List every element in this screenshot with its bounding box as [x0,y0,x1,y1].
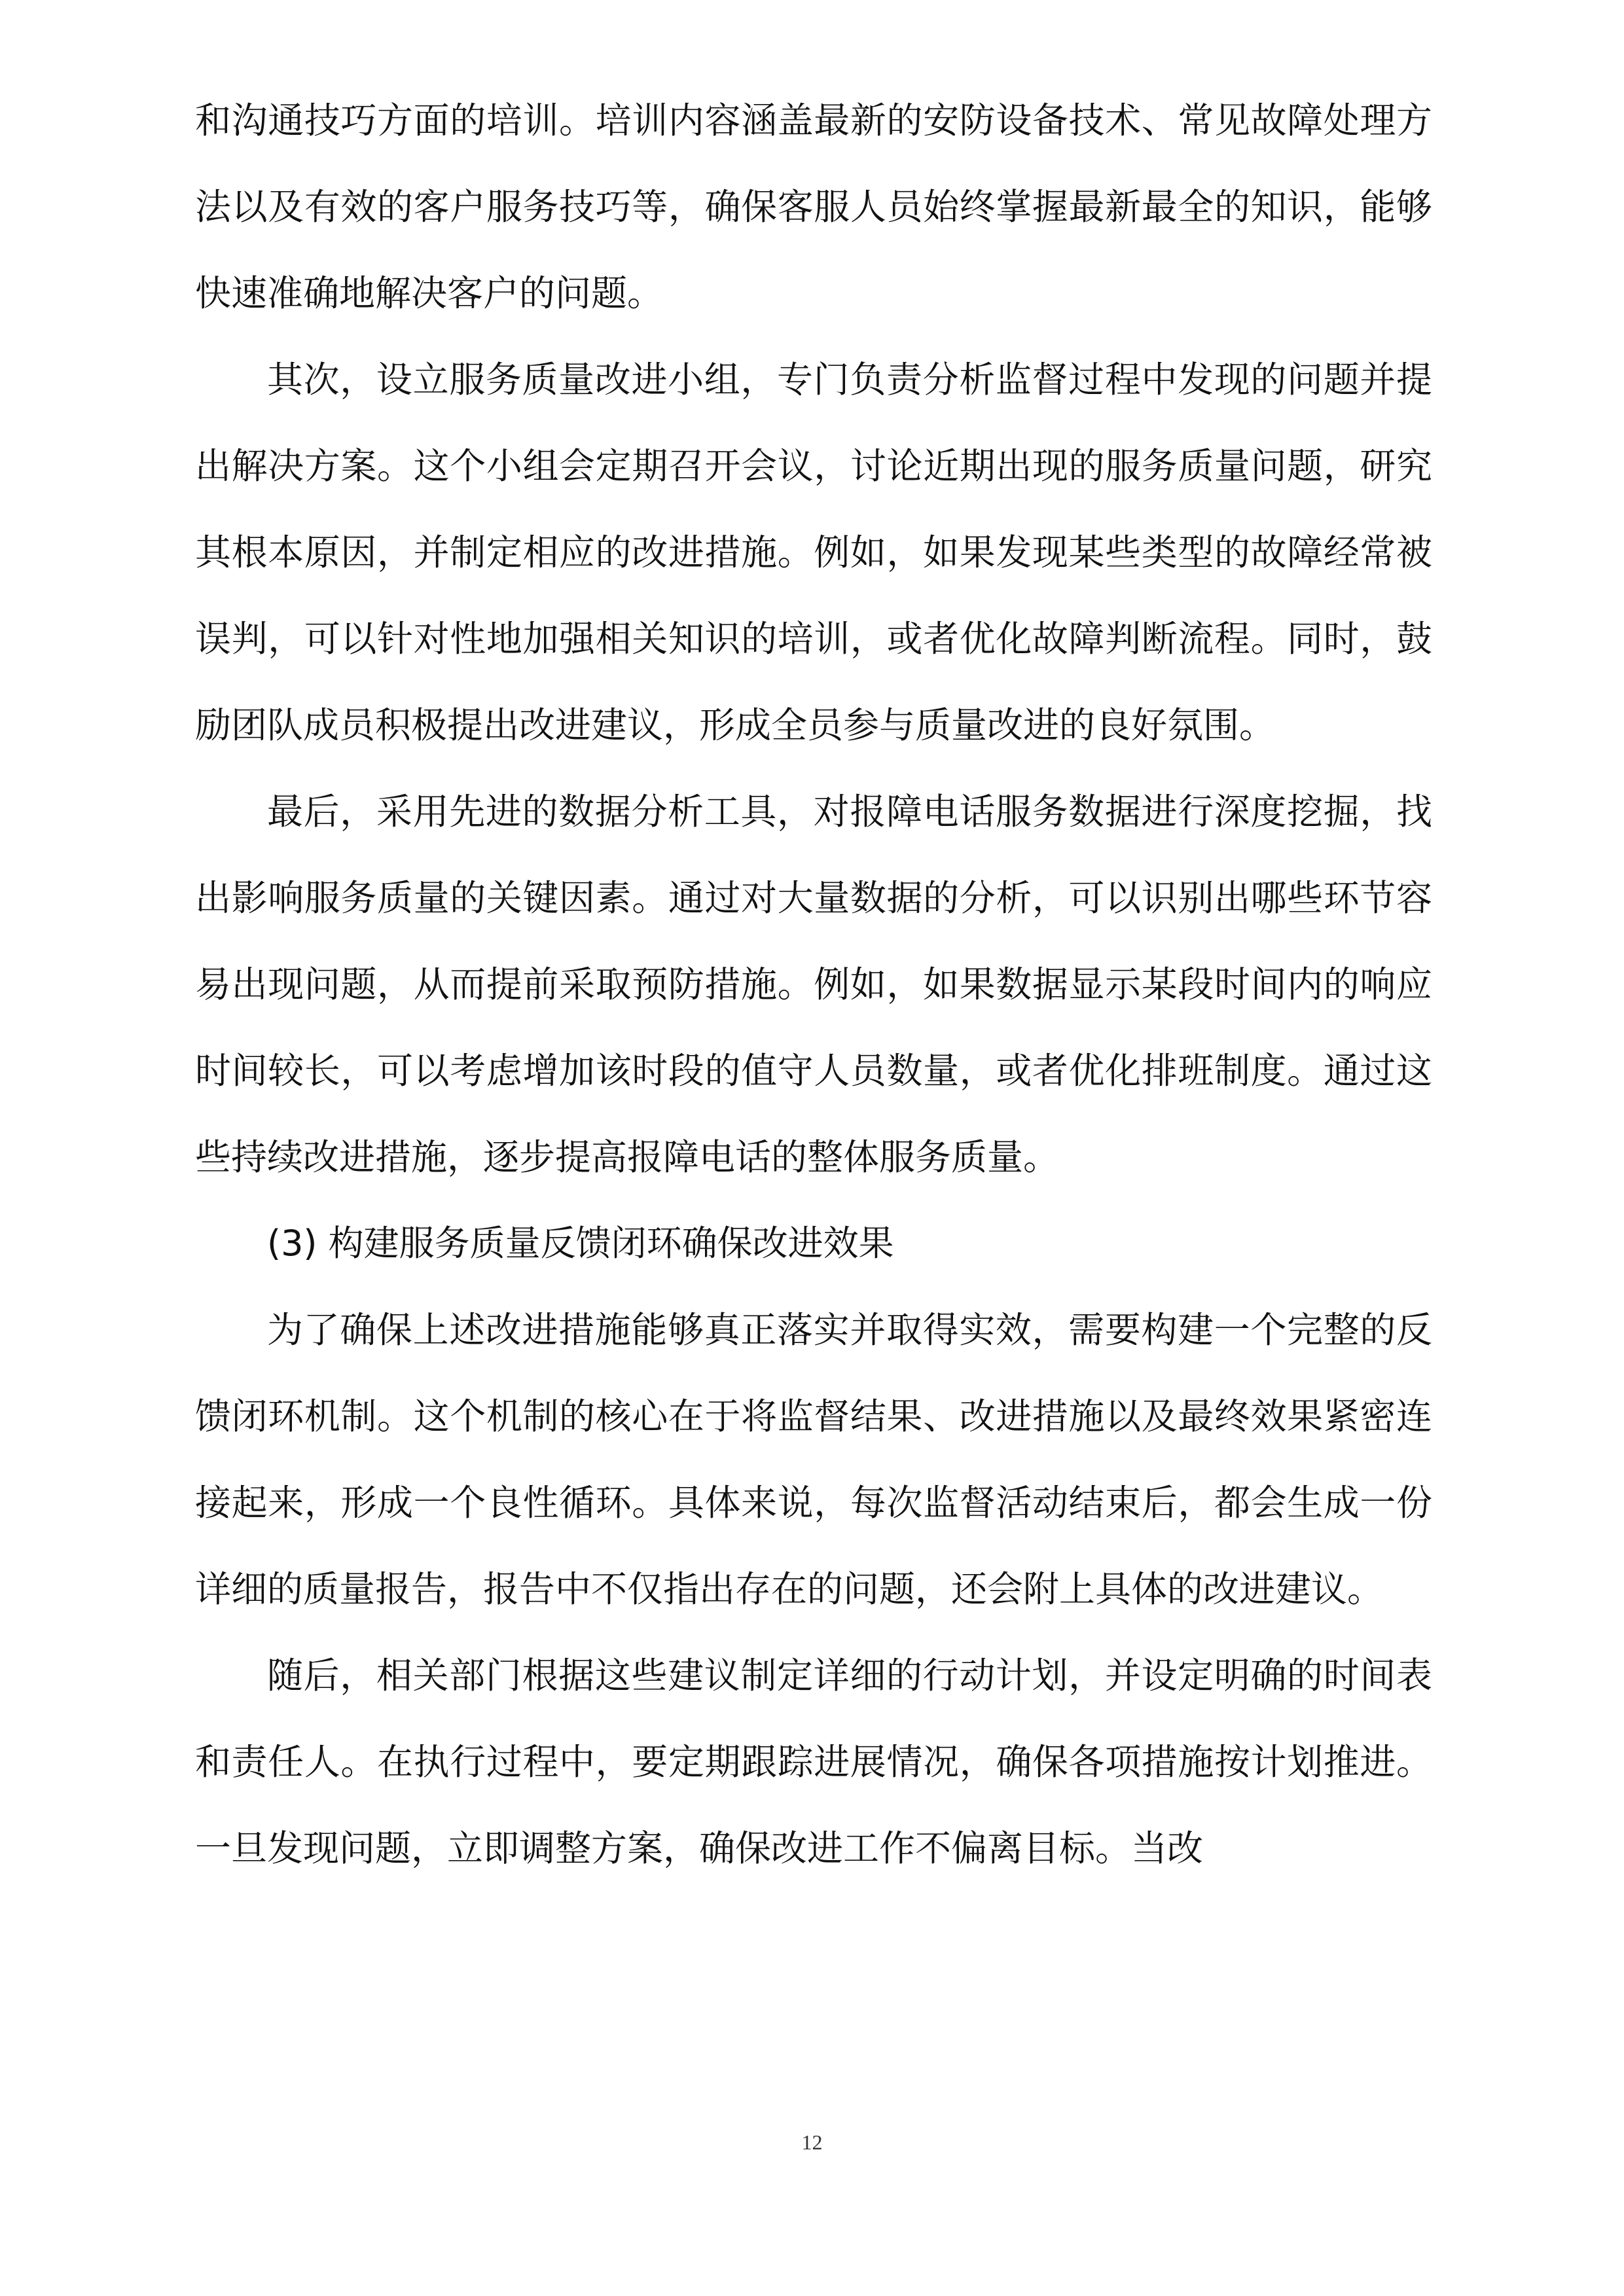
page-number: 12 [801,2130,823,2154]
paragraph-data-analysis: 最后，采用先进的数据分析工具，对报障电话服务数据进行深度挖掘，找出影响服务质量的关键因素。通过对大量数据的分析，可以识别出哪些环节容易出现问题，从而提前采取预防措施。例如，如果数据显示某段时间内的响应时间较长，可以考虑增加该时段的值守人员数量，或者优化排班制度。通过这些持续改进措施，逐步提高报障电话的整体服务质量。 [195,791,1432,1178]
document-body [195,77,1432,1892]
paragraph-continuation: 和沟通技巧方面的培训。培训内容涵盖最新的安防设备技术、常见故障处理方法以及有效的客户服务技巧等，确保客服人员始终掌握最新最全的知识，能够快速准确地解决客户的问题。 [195,99,1432,314]
section-heading: (3) 构建服务质量反馈闭环确保改进效果 [267,1223,894,1264]
paragraph-action-plan: 随后，相关部门根据这些建议制定详细的行动计划，并设定明确的时间表和责任人。在执行过程中，要定期跟踪进展情况，确保各项措施按计划推进。一旦发现问题，立即调整方案，确保改进工作不偏离目标。当改 [195,1655,1432,1869]
paragraph-improvement-team: 其次，设立服务质量改进小组，专门负责分析监督过程中发现的问题并提出解决方案。这个小组会定期召开会议，讨论近期出现的服务质量问题，研究其根本原因，并制定相应的改进措施。例如，如果发现某些类型的故障经常被误判，可以针对性地加强相关知识的培训，或者优化故障判断流程。同时，鼓励团队成员积极提出改进建议，形成全员参与质量改进的良好氛围。 [195,359,1432,746]
paragraph-feedback-loop: 为了确保上述改进措施能够真正落实并取得实效，需要构建一个完整的反馈闭环机制。这个机制的核心在于将监督结果、改进措施以及最终效果紧密连接起来，形成一个良性循环。具体来说，每次监督活动结束后，都会生成一份详细的质量报告，报告中不仅指出存在的问题，还会附上具体的改进建议。 [195,1309,1432,1610]
